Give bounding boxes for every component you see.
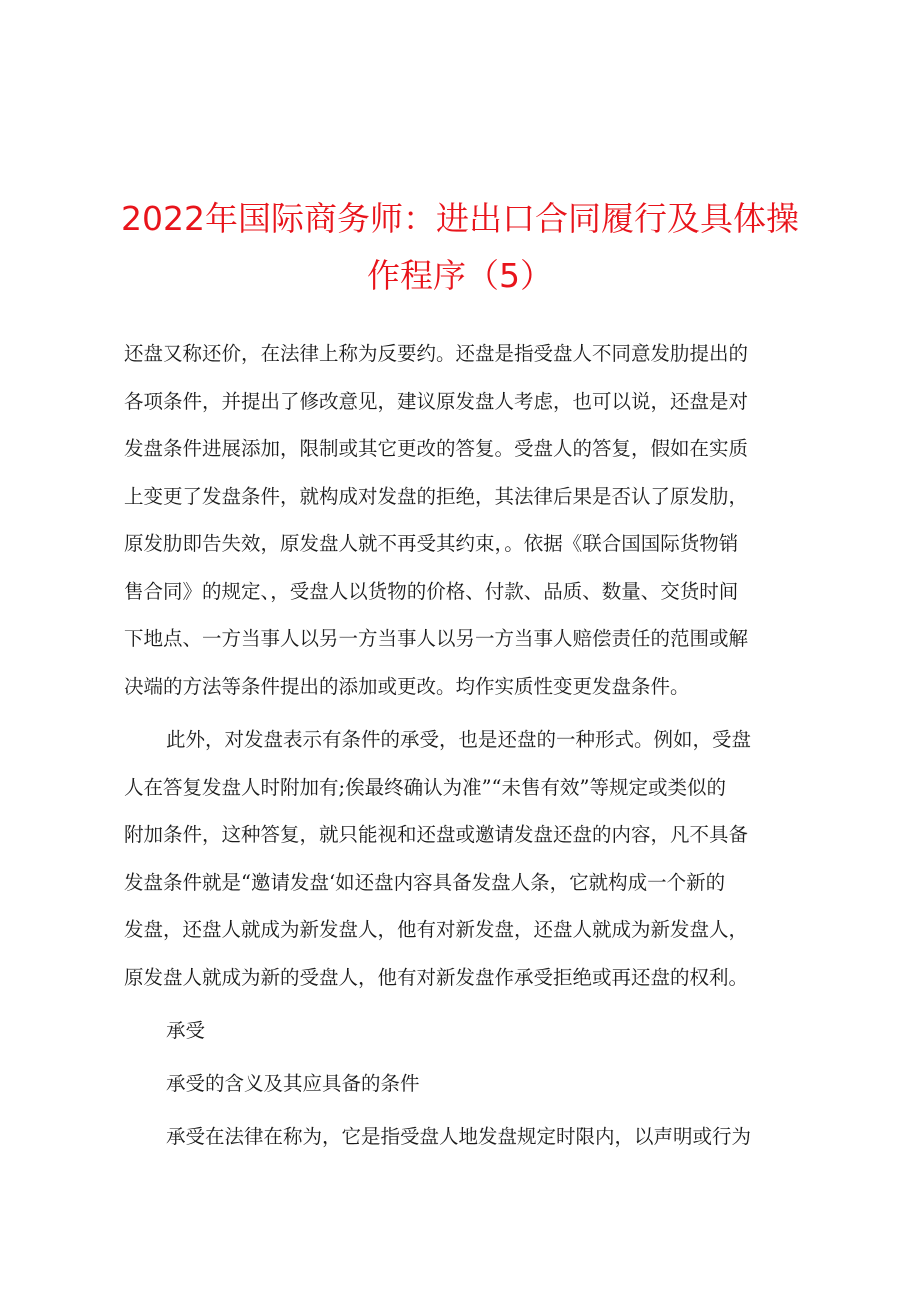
paragraph-3-heading: 承受 — [166, 1019, 206, 1042]
paragraph-1-line-5: 原发肋即告失效，原发盘人就不再受其约束，。依据《联合国国际货物销 — [124, 532, 739, 555]
paragraph-2-line-2: 人在答复发盘人时附加有;俟最终确认为准”“未售有效”等规定或类似的 — [124, 775, 726, 799]
paragraph-1-line-4: 上变更了发盘条件，就构成对发盘的拒绝，其法律后果是否认了原发肋， — [124, 484, 749, 508]
paragraph-4-heading: 承受的含义及其应具备的条件 — [166, 1072, 420, 1095]
paragraph-5-line-1: 承受在法律在称为，它是指受盘人地发盘规定时限内，以声明或行为 — [166, 1125, 752, 1148]
document-title-line-2: 作程序（5） — [367, 256, 553, 295]
paragraph-1-line-2: 各项条件，并提出了修改意见，建议原发盘人考虑，也可以说，还盘是对 — [124, 389, 749, 413]
paragraph-2-line-4: 发盘条件就是“邀请发盘‘如还盘内容具备发盘人条，它就构成一个新的 — [124, 870, 726, 894]
document-title-line-1: 2022年国际商务师：进出口合同履行及具体操 — [121, 199, 799, 238]
paragraph-1-line-1: 还盘又称还价，在法律上称为反要约。还盘是指受盘人不同意发肋提出的 — [124, 342, 749, 365]
paragraph-2-line-3: 附加条件，这种答复，就只能视和还盘或邀请发盘还盘的内容，凡不具备 — [124, 823, 749, 846]
paragraph-1-line-6: 售合同》的规定、，受盘人以货物的价格、付款、品质、数量、交货时间 — [124, 579, 739, 603]
paragraph-1-line-3: 发盘条件进展添加，限制或其它更改的答复。受盘人的答复，假如在实质 — [124, 437, 749, 460]
paragraph-2-line-1: 此外，对发盘表示有条件的承受，也是还盘的一种形式。例如，受盘 — [166, 728, 752, 751]
paragraph-2-line-5: 发盘，还盘人就成为新发盘人，他有对新发盘，还盘人就成为新发盘人， — [124, 918, 749, 941]
paragraph-2-line-6: 原发盘人就成为新的受盘人，他有对新发盘作承受拒绝或再还盘的权利。 — [124, 965, 749, 989]
paragraph-1-line-8: 决端的方法等条件提出的添加或更改。均作实质性变更发盘条件。 — [124, 674, 690, 698]
paragraph-1-line-7: 下地点、一方当事人以另一方当事人以另一方当事人赔偿责任的范围或解 — [124, 627, 749, 650]
